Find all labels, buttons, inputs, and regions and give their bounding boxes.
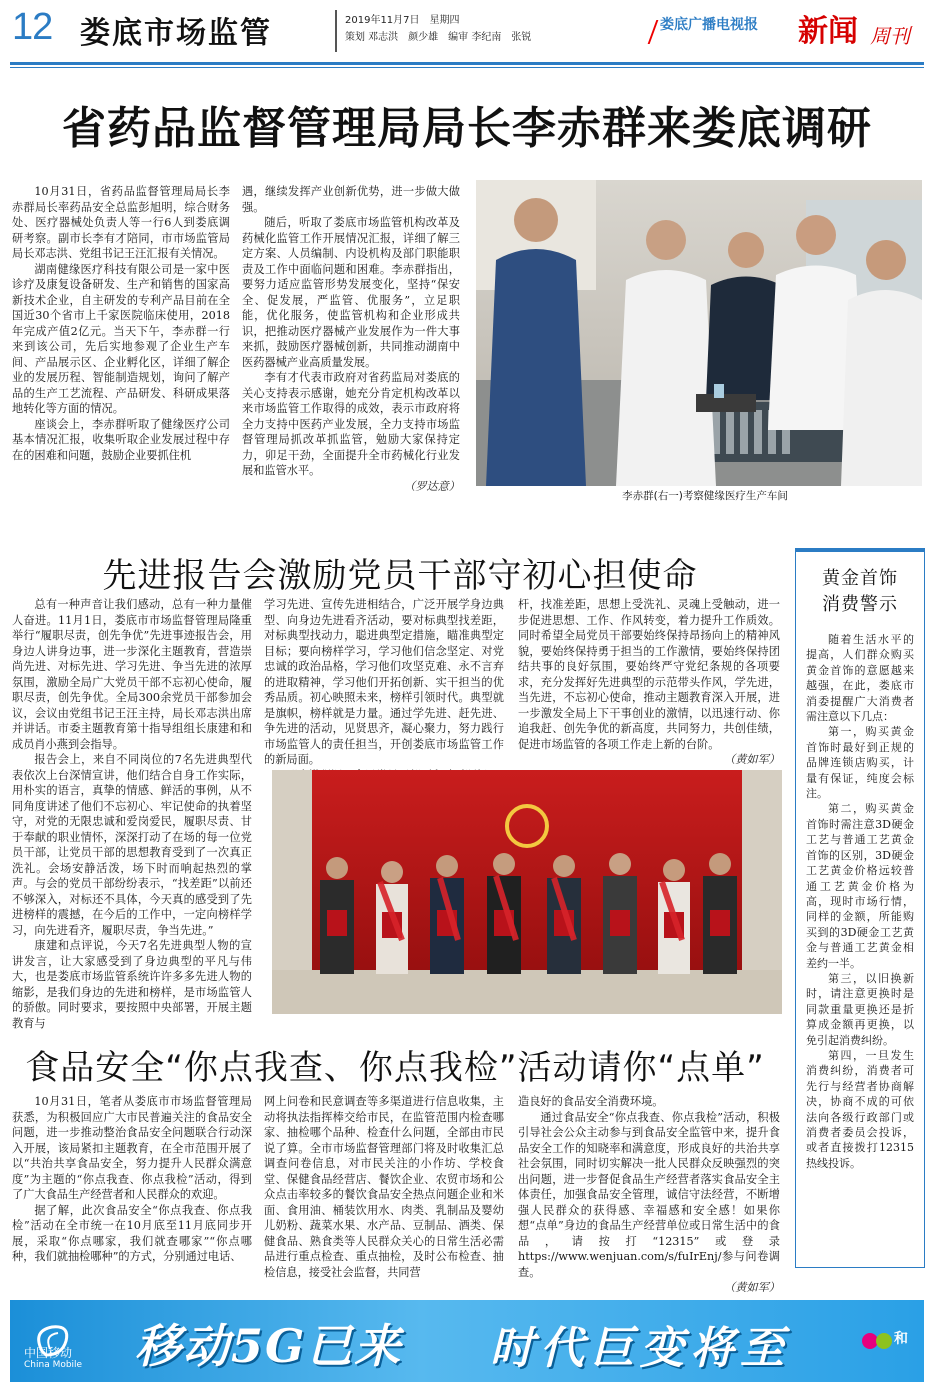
factory-visit-photo xyxy=(476,180,922,486)
article2-column-1 xyxy=(12,597,252,1030)
article3-signature: （黄如军） xyxy=(724,1281,780,1294)
ad-brand-zh: 中国移动 xyxy=(24,1346,73,1360)
article3-headline: 食品安全“你点我查、你点我检”活动请你“点单” xyxy=(25,1048,765,1088)
sidebar-paragraph: 随着生活水平的提高，人们群众购买黄金首饰的意愿越来越强，在此，娄底市消委提醒广大消费者需注意以下几点： xyxy=(806,633,914,724)
header-rule-thin xyxy=(10,67,924,68)
header-rule xyxy=(10,62,924,65)
article2-paragraph: 总有一种声音让我们感动，总有一种力量催人奋进。11月1日，娄底市市场监督管理局隆重举行“履职尽责，创先争优”先进事迹报告会，用身边人讲身边事，进一步深化主题教育，营造崇尚先进、对标先进、学习先进、争当先进的浓厚氛围，激励全局广大党员干部不忘初心使命，履职尽责，创先争优。全局300余党员干部参加会议，会议由党组书记王汪主持，局长邓志洪出席并讲话。市委主题教育第十指导组组长康建和和成员肖小燕到会指导。 xyxy=(12,598,252,751)
article2-paragraph: 学习先进、宣传先进相结合，广泛开展学身边典型、向身边先进看齐活动，要对标典型找差距，对标典型找动力，聪进典型定措施，瞄准典型定目标；要向榜样学习，学习他们信念坚定、对党忠诚的政治品格，学习他们攻坚克难、永不言弃的进取精神，学习他们开拓创新、实干担当的优秀品质。初心映照未来，榜样引领时代。典型就是旗帜，榜样就是力量。通过学先进、赶先进、争先进的活动，见贤思齐，凝心聚力，努力践行市场监管人的责任担当，开创娄底市场监管工作的新局面。 xyxy=(264,598,504,766)
article1-paragraph: 10月31日，省药品监督管理局局长李赤群局长率药品安全总监彭旭明，综合财务处、医疗器械处负责人等一行6人到娄底调研考察。副市长李有才陪同，市市场监管局局长邓志洪、党组书记王汪汇报有关情况。 xyxy=(12,185,230,260)
ad-slogan-left: 移动5G已来 xyxy=(135,1319,403,1373)
article1-photo-caption: 李赤群(右一)考察健缘医疗生产车间 xyxy=(622,490,788,502)
sidebar-paragraph: 第一，购买黄金首饰时最好到正规的品牌连锁店购买，计量有保证，纯度会标注。 xyxy=(806,725,914,801)
article1-photo xyxy=(476,180,922,486)
article2-headline: 先进报告会激励党员干部守初心担使命 xyxy=(102,556,698,596)
article1-paragraph: 李有才代表市政府对省药监局对娄底的关心支持表示感谢，她充分肯定机构改革以来市场监管工作取得的成效，表示市政府将全力支持中医药产业发展，全力支持市场监督管理局抓改革抓监管，勉励大家保持定力，卯足干劲，全面提升全市药械化行业发展和监管水平。 xyxy=(242,371,460,477)
article1-column-1 xyxy=(12,184,230,504)
weekly-logo-text: 周刊 xyxy=(870,24,910,48)
article3-paragraph: 造良好的食品安全消费环境。 xyxy=(518,1095,664,1108)
article2-signature: （黄如军） xyxy=(724,753,780,766)
sidebar-title-line: 消费警示 xyxy=(822,594,898,615)
ad-brand-en: China Mobile xyxy=(24,1360,83,1370)
sidebar-paragraph: 第二，购买黄金首饰时需注意3D硬金工艺与普通工艺黄金首饰的区别，3D硬金工艺黄金价格远较普通工艺黄金价格为高，现时市场行情，同样的金额，所能购买到的3D硬金工艺黄金与普通工艺黄金相差约一半。 xyxy=(806,802,914,970)
article1-paragraph: 湖南健缘医疗科技有限公司是一家中医诊疗及康复设备研发、生产和销售的国家高新技术企业，自主研发的专利产品目前在全国近30个省市上千家医院临床使用，2018年完成产值2亿元。当天下午，李赤群一行来到该公司，先后实地参观了企业生产车间、产品展示区、企业孵化区，详细了解企业的发展历程、智能制造规划，询问了解产品的生产工艺流程、产品研发、科研成果落地转化等方面的情况。 xyxy=(12,262,230,415)
issue-editors: 策划 邓志洪 颜少雄 编审 李纪南 张锐 xyxy=(345,32,532,43)
article3-column-1 xyxy=(12,1094,252,1294)
sidebar-paragraph: 第三，以旧换新时，请注意更换时是同款重量更换还是折算成金额再更换，以免引起消费纠纷。 xyxy=(806,971,914,1047)
gold-jewelry-warning-box xyxy=(795,548,925,1268)
ad-slogan-right: 时代巨变将至 xyxy=(490,1323,790,1374)
article1-paragraph: 座谈会上，李赤群听取了健缘医疗公司基本情况汇报，收集听取企业发展过程中存在的困难和问题，鼓励企业要抓住机 xyxy=(12,417,230,462)
brand-name: 娄底广播电视报 xyxy=(660,17,758,33)
page-number: 12 xyxy=(12,6,53,48)
article1-paragraph: 随后，听取了娄底市场监管机构改革及药械化监管工作开展情况汇报，详细了解三定方案、人员编制、内设机构及部门职能职责及工作中面临问题和困难。李赤群指出，要努力适应监管形势发展变化，坚持“保安全、促发展，严监管、优服务”，立足职能，优化服务，使监管机构和企业形成共识，把推动医疗器械产业发展作为一件大事来抓，鼓励医疗器械创新，共同推动湖南中医药器械产业高质量发展。 xyxy=(242,216,460,369)
masthead xyxy=(0,0,934,68)
article1-signature: （罗达意） xyxy=(404,479,460,493)
article3-paragraph: 网上问卷和民意调查等多渠道进行信息收集，主动将执法指挥棒交给市民，在监管范围内检查哪家、抽检哪个品种、检查什么问题，全部由市民说了算。全市市场监督管理部门将及时收集汇总调查问卷信息，对市民关注的小作坊、学校食堂、保健食品经营店、餐饮企业、农贸市场和公众点击率较多的餐饮食品安全热点问题企业和米面、食用油、桶装饮用水、肉类、乳制品及婴幼儿奶粉、蔬菜水果、水产品、豆制品、酒类、保健食品、熟食类等人民群众关心的日常生活必需品进行重点检查、重点抽检，及时公布检查、抽检信息，接受社会监督，共同营 xyxy=(264,1095,504,1279)
article2-paragraph: 杆，找准差距，思想上受洗礼、灵魂上受触动，进一步促进思想、工作、作风转变，着力提升工作质效。同时希望全局党员干部要始终保持昂扬向上的精神风貌，要始终保持勇于担当的工作激情，要始终保持团结共事的良好氛围，要始终严守党纪条规的各项要求，充分发挥好先进典型的示范带头作风，学先进，当先进，不忘初心使命，推动主题教育深入开展，进一步激发全局上下干事创业的激情，以迅速行动、你追我赶、创先争优的新高度，共同努力，共创佳绩，促进市场监管的各项工作走上新的台阶。 xyxy=(518,598,780,751)
article1-headline: 省药品监督管理局局长李赤群来娄底调研 xyxy=(62,103,872,154)
section-title: 娄底市场监管 xyxy=(80,16,272,51)
article3-column-3 xyxy=(518,1094,780,1294)
article1-paragraph: 遇，继续发挥产业创新优势，进一步做大做强。 xyxy=(242,185,460,214)
masthead-divider xyxy=(335,10,337,52)
ad-he-label: 和 xyxy=(894,1331,908,1347)
news-logo-text: 新闻 xyxy=(798,14,858,49)
sidebar-title-line: 黄金首饰 xyxy=(822,568,898,589)
article2-column-2 xyxy=(264,597,504,765)
article2-paragraph: 康建和点评说，今天7名先进典型人物的宣讲发言，让大家感受到了身边典型的平凡与伟大，也是娄底市场监管系统许许多多先进人物的缩影，是我们身边的先进和榜样，是市场监管人的骄傲。同时要求，要按照中央部署，开展主题教育与 xyxy=(12,939,252,1030)
sidebar-body xyxy=(806,632,914,1171)
article2-photo xyxy=(272,770,782,1014)
article3-paragraph: 通过食品安全“你点我查、你点我检”活动，积极引导社会公众主动参与到食品安全监管中来，提升食品安全工作的知晓率和满意度，形成良好的共治共享社会氛围，同时切实解决一批人民群众反映强烈的突出问题，进一步督促食品生产经营者落实食品安全主体责任，加强食品安全管理，诚信守法经营，不断增强人民群众的获得感、幸福感和安全感！如果你想“点单”身边的食品生产经营单位或日常生活中的食品，请按打“12315”或登录https://www.wenjuan.com/s/fuIrEnj/参与问卷调查。 xyxy=(518,1110,780,1279)
sidebar-paragraph: 第四，一旦发生消费纠纷，消费者可先行与经营者协商解决，协商不成的可依法向各级行政部门或消费者委员会投诉，或者直接拨打12315热线投诉。 xyxy=(806,1048,914,1170)
china-mobile-5g-ad[interactable] xyxy=(10,1300,924,1382)
issue-meta xyxy=(345,12,531,46)
article2-column-3 xyxy=(518,597,780,765)
article2-paragraph: 报告会上，来自不同岗位的7名先进典型代表依次上台深情宣讲，他们结合自身工作实际，用朴实的语言，真挚的情感、鲜活的事例，从不同角度讲述了他们不忘初心、牢记使命的执着坚守，对党的无限忠诚和爱岗爱民，履职尽责、甘于奉献的职业情怀，深深打动了在场的每一位党员干部，让党员干部的思想教育受到了一次真正洗礼。会场安静活泼，场下时而响起热烈的掌声。与会的党员干部纷纷表示，“找差距”以前还不够深入，对标还不具体，今天真的感受到了先进榜样的震撼，在今后的工作中，一定向榜样学习，向先进看齐，履职尽责，争当先进。” xyxy=(12,753,252,937)
award-ceremony-photo xyxy=(272,770,782,1014)
article1-column-2 xyxy=(242,184,460,504)
article3-paragraph: 10月31日，笔者从娄底市市场监督管理局获悉，为积极回应广大市民普遍关注的食品安全问题，进一步推动整治食品安全问题联合行动深入开展，该局紧扣主题教育，在全市范围开展了以“共治共享食品安全，努力提升人民群众满意度”为主题的“你点我查、你点我检”活动，得到了广大食品生产经营者和人民群众的欢迎。 xyxy=(12,1095,252,1201)
sidebar-title xyxy=(806,566,914,618)
article3-column-2 xyxy=(264,1094,504,1294)
issue-date: 2019年11月7日 星期四 xyxy=(345,15,460,26)
article3-paragraph: 据了解，此次食品安全“你点我查、你点我检”活动在全市统一在10月底至11月底同步开展，采取“你点哪家，我们就查哪家”“你点哪种，我们就抽检哪种”的方式，分别通过电话、 xyxy=(12,1203,252,1263)
